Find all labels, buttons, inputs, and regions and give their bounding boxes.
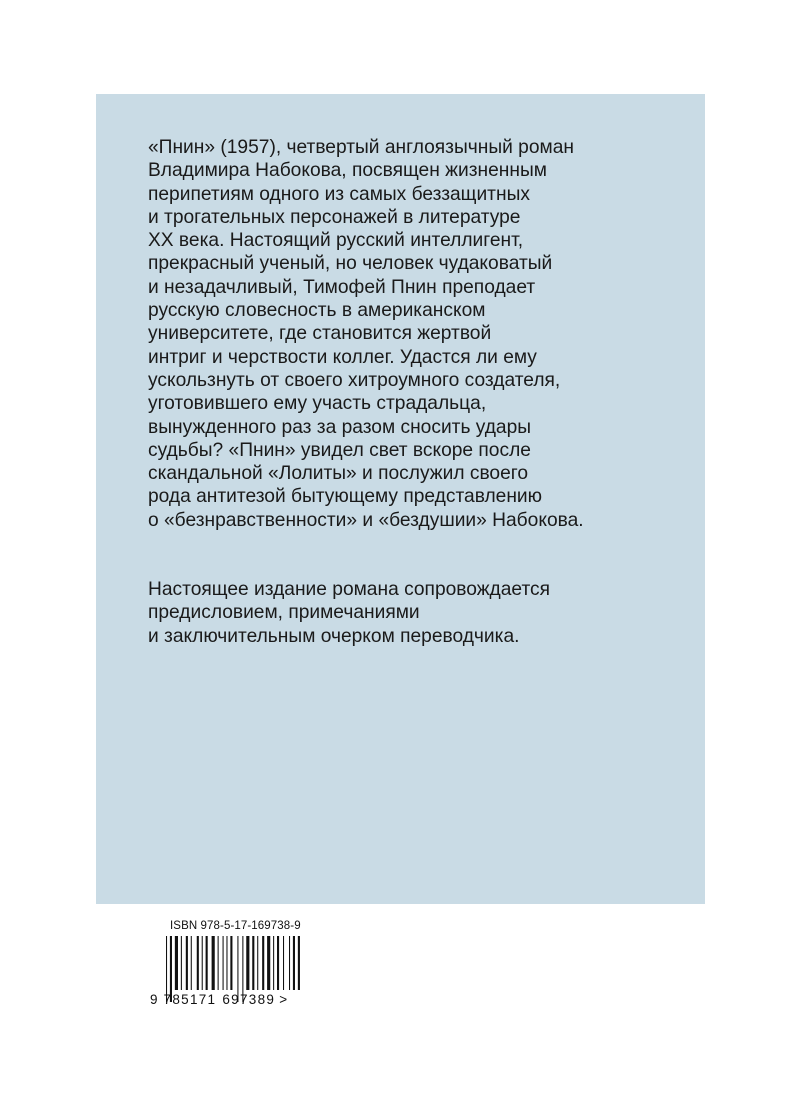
- blurb-line: интриг и черствости коллег. Удастся ли ему: [148, 346, 537, 368]
- barcode-bar: [252, 936, 254, 990]
- isbn-block: [150, 919, 320, 1012]
- barcode-bar: [206, 936, 208, 990]
- blurb-line: прекрасный ученый, но человек чудаковатый: [148, 253, 553, 275]
- barcode-bar: [289, 936, 290, 990]
- blurb-line: Владимира Набокова, посвящен жизненным: [148, 160, 547, 182]
- isbn-label: ISBN 978-5-17-169738-9: [170, 920, 301, 932]
- barcode-bar: [262, 936, 264, 990]
- blurb-text: [148, 136, 688, 648]
- blurb-line: русскую словесность в американском: [148, 300, 486, 322]
- blurb-line: университете, где становится жертвой: [148, 323, 492, 345]
- barcode-quiet-zone-arrow: >: [279, 992, 288, 1007]
- barcode-digit-group-1: 785171: [163, 992, 217, 1007]
- blurb-line: ускользнуть от своего хитроумного создателя,: [148, 369, 561, 391]
- barcode-bar: [267, 936, 270, 990]
- cover-panel: [96, 94, 705, 904]
- blurb-line: судьбы? «Пнин» увидел свет вскоре после: [148, 439, 531, 461]
- barcode: [150, 936, 320, 1012]
- barcode-digit-lead: 9: [150, 992, 158, 1007]
- barcode-bar: [277, 936, 279, 990]
- blurb-line: вынужденного раз за разом сносить удары: [148, 416, 532, 438]
- barcode-bar: [273, 936, 274, 990]
- barcode-bar: [175, 936, 178, 990]
- blurb-line: Настоящее издание романа сопровождается: [148, 579, 551, 601]
- blurb-paragraph-1: [148, 136, 688, 532]
- barcode-bar: [191, 936, 192, 990]
- blurb-line: скандальной «Лолиты» и послужил своего: [148, 463, 529, 485]
- barcode-digit-group-2: 697389: [222, 992, 276, 1007]
- barcode-bar: [230, 936, 232, 990]
- barcode-bar: [223, 936, 224, 990]
- blurb-line: и заключительным очерком переводчика.: [148, 625, 520, 647]
- barcode-bar: [197, 936, 199, 990]
- blurb-line: и трогательных персонажей в литературе: [148, 206, 521, 228]
- barcode-bar: [218, 936, 219, 990]
- blurb-line: о «безнравственности» и «бездушии» Набокова.: [148, 509, 584, 531]
- barcode-bar: [293, 936, 295, 990]
- barcode-bar: [226, 936, 227, 990]
- barcode-bar: [181, 936, 182, 990]
- blurb-line: XX века. Настоящий русский интеллигент,: [148, 230, 524, 252]
- barcode-bar: [186, 936, 188, 990]
- blurb-line: уготовившего ему участь страдальца,: [148, 393, 487, 415]
- blurb-line: рода антитезой бытующему представлению: [148, 486, 543, 508]
- barcode-bar: [246, 936, 249, 990]
- barcode-bar: [212, 936, 215, 990]
- blurb-line: и незадачливый, Тимофей Пнин преподает: [148, 276, 536, 298]
- blurb-paragraph-2: [148, 578, 688, 648]
- barcode-bar: [202, 936, 203, 990]
- blurb-line: «Пнин» (1957), четвертый англоязычный роман: [148, 137, 574, 158]
- barcode-bar: [283, 936, 284, 990]
- blurb-line: предисловием, примечаниями: [148, 602, 420, 624]
- blurb-line: перипетиям одного из самых беззащитных: [148, 183, 530, 205]
- barcode-bar: [298, 936, 300, 990]
- barcode-bar: [257, 936, 258, 990]
- barcode-digits: [150, 992, 287, 1007]
